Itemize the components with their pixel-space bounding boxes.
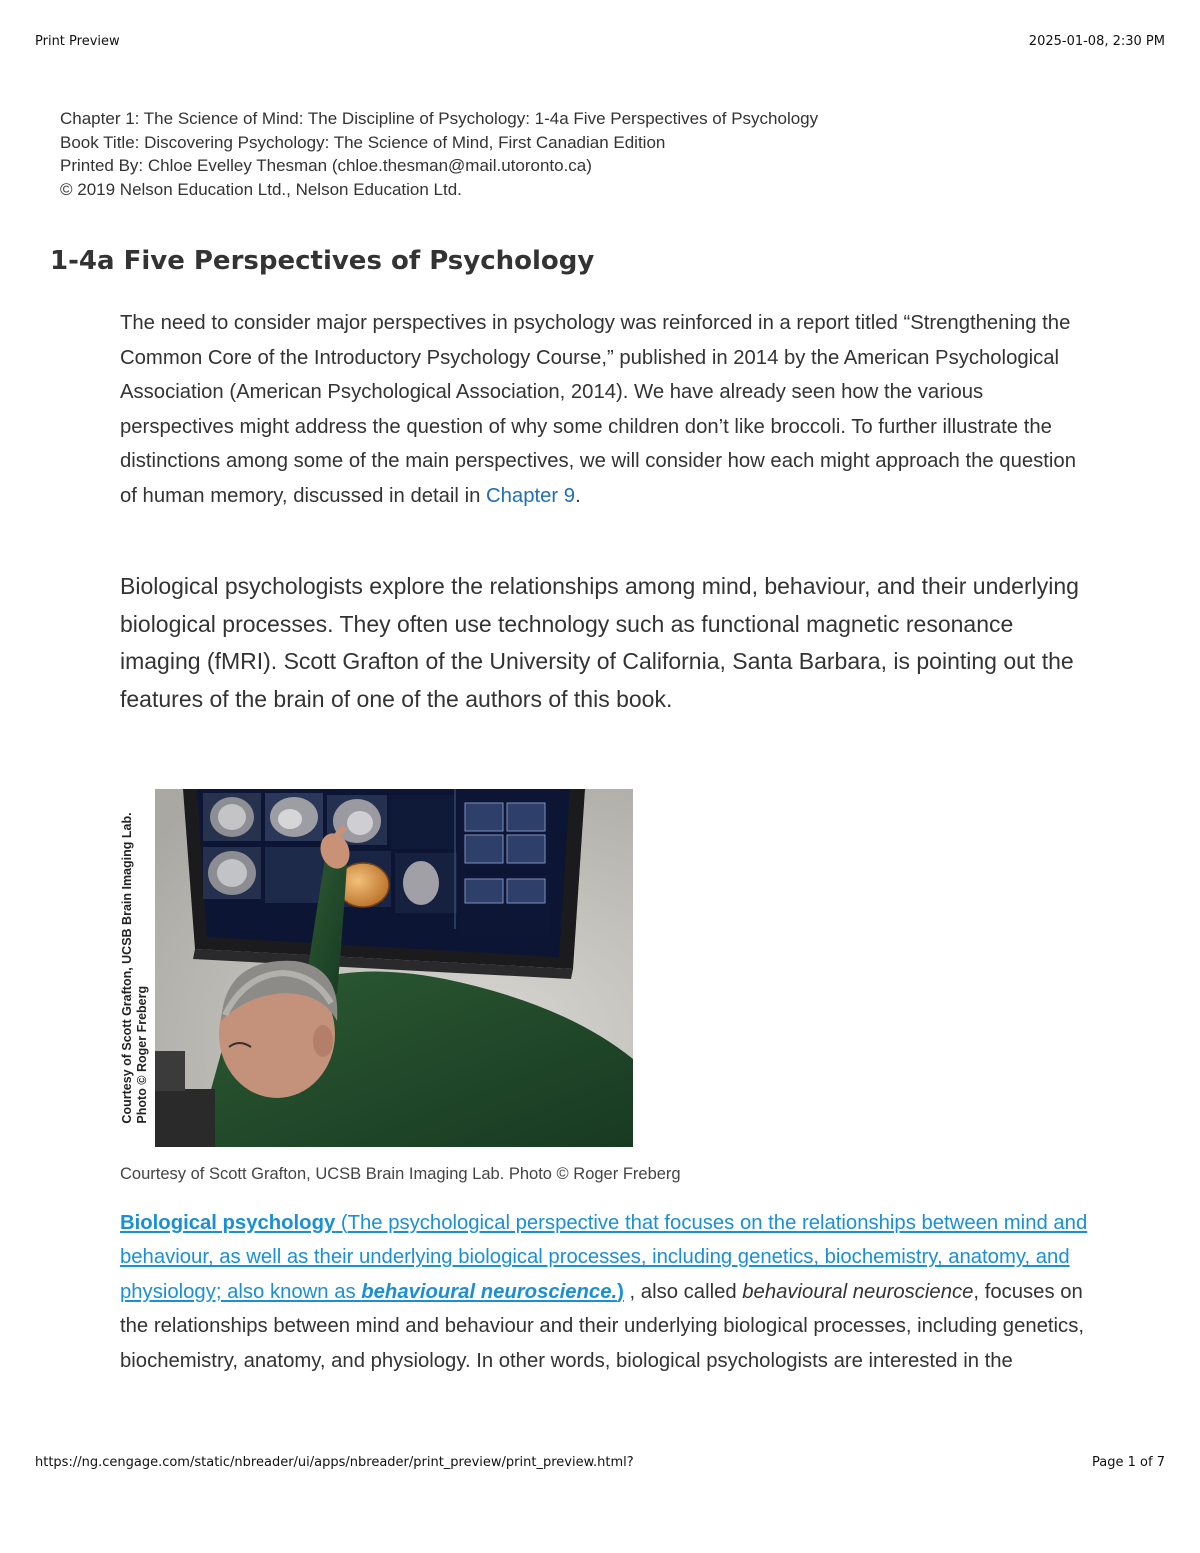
glossary-definition-italic: behavioural neuroscience. (361, 1280, 618, 1303)
fmri-photo (155, 789, 633, 1147)
credit-line-2: Photo © Roger Freberg (135, 985, 149, 1124)
glossary-term: Biological psychology (120, 1212, 336, 1234)
printed-by-line: Printed By: Chloe Evelley Thesman (chloe.thesman@mail.utoronto.ca) (60, 156, 592, 175)
print-datetime: 2025-01-08, 2:30 PM (1028, 34, 1165, 49)
print-footer (35, 1455, 1165, 1473)
section-title: 1-4a Five Perspectives of Psychology (50, 246, 595, 276)
figure-caption: Courtesy of Scott Grafton, UCSB Brain Imaging Lab. Photo © Roger Freberg (120, 1165, 681, 1183)
chapter-9-link[interactable]: Chapter 9 (485, 484, 576, 507)
definition-paragraph (120, 1206, 1095, 1378)
glossary-close-paren: ) (617, 1280, 624, 1303)
vertical-photo-credit (114, 789, 156, 1147)
print-header (35, 34, 1165, 52)
chapter-line: Chapter 1: The Science of Mind: The Discipline of Psychology: 1-4a Five Perspectives of Psychology (60, 109, 819, 128)
copyright-line: © 2019 Nelson Education Ltd., Nelson Education Ltd. (60, 179, 462, 199)
print-preview-title: Print Preview (35, 34, 120, 49)
document-metadata (60, 107, 1140, 201)
definition-italic-term: behavioural neuroscience (742, 1280, 974, 1303)
intro-text-end: . (575, 484, 581, 507)
book-title-line: Book Title: Discovering Psychology: The Science of Mind, First Canadian Edition (60, 132, 666, 152)
definition-continuation: , also called (623, 1280, 743, 1303)
glossary-open-paren: ( (335, 1212, 348, 1234)
figure (114, 789, 634, 1147)
glossary-definition: The psychological perspective that focuses on the relationships between mind and behaviour, as well as their underlying biological processes, including genetics, biochemistry, anatomy, and physiology; also known as (120, 1212, 1088, 1303)
figure-lead-paragraph: Biological psychologists explore the relationships among mind, behaviour, and their underlying biological processes. They often use technology such as functional magnetic resonance imaging (fMRI). Scott Grafton of the University of California, Santa Barbara, is pointing out the features of the brain of one of the authors of this book. (120, 573, 1079, 712)
page-number: Page 1 of 7 (1092, 1455, 1165, 1470)
definition-continuation-end: , focuses on the relationships between mind and behaviour and their underlying biological processes, including genetics, biochemistry, anatomy, and physiology. In other words, biological psychologists are interested in the (120, 1280, 1084, 1372)
fmri-photo-illustration (155, 789, 633, 1147)
intro-text: The need to consider major perspectives in psychology was reinforced in a report titled “Strengthening the Common Core of the Introductory Psychology Course,” published in 2014 by the American Psychological Association (American Psychological Association, 2014). We have already seen how the various perspectives might address the question of why some children don’t like broccoli. To further illustrate the distinctions among some of the main perspectives, we will consider how each might approach the question of human memory, discussed in detail in (120, 312, 1076, 507)
page-url: https://ng.cengage.com/static/nbreader/ui/apps/nbreader/print_preview/print_preview.html? (35, 1455, 634, 1470)
intro-paragraph (120, 306, 1095, 514)
credit-line-1: Courtesy of Scott Grafton, UCSB Brain Imaging Lab. (120, 812, 134, 1124)
